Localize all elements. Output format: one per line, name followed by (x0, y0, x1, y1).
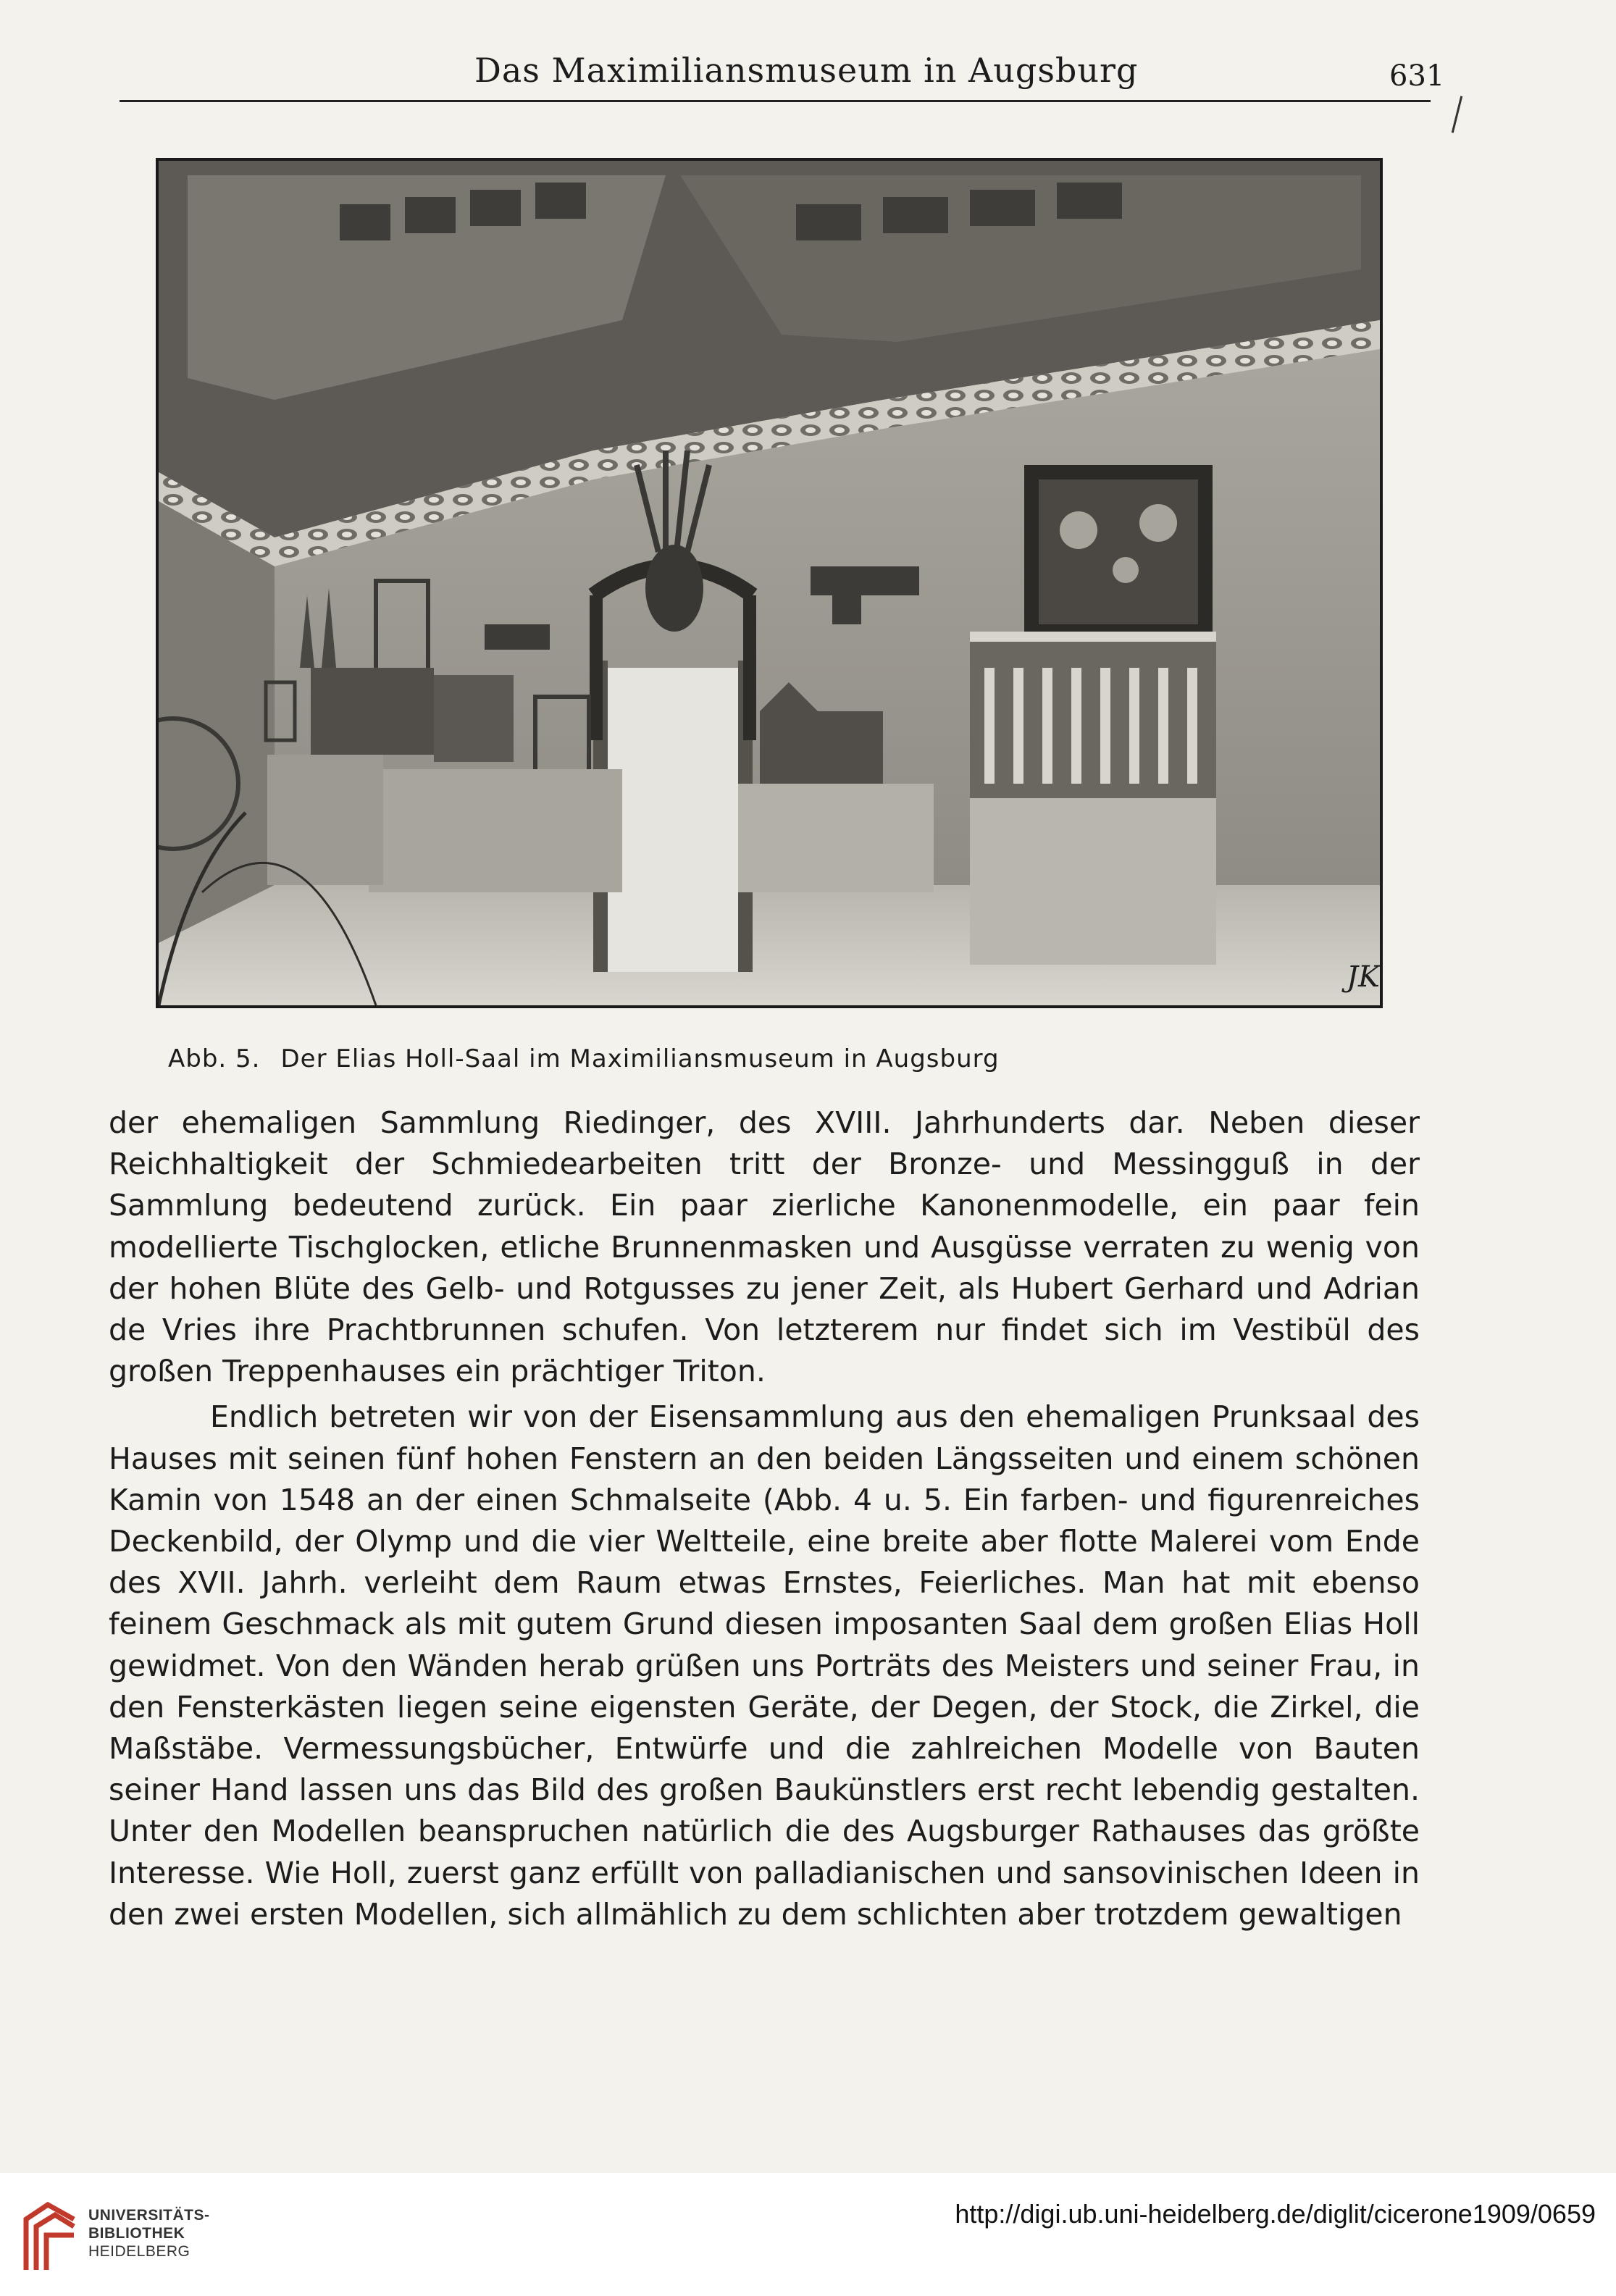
library-logo-icon (19, 2197, 81, 2277)
hall-photo-illustration (159, 161, 1380, 1005)
figure-photograph (156, 158, 1383, 1008)
margin-mark (1452, 96, 1462, 133)
figure-caption (168, 1044, 1000, 1073)
running-title: Das Maximiliansmuseum in Augsburg (474, 51, 1139, 90)
header-rule (120, 100, 1431, 102)
paragraph-2: Endlich betreten wir von der Eisensammlung aus den ehemaligen Prunksaal des Hauses mit seinen fünf hohen Fenstern an den beiden Längsseiten und einem schönen Kamin von 1548 an der einen Schmalseite (Abb. 4 u. 5. Ein farben- und figurenreiches Deckenbild, der Olymp und die vier Weltteile, eine breite aber flotte Malerei vom Ende des XVII. Jahrh. verleiht dem Raum etwas Ernstes, Feierliches. Man hat mit ebenso feinem Geschmack als mit gutem Grund diesen imposanten Saal dem großen Elias Holl gewidmet. Von den Wänden herab grüßen uns Porträts des Meisters und seiner Frau, in den Fensterkästen liegen seine eigensten Geräte, der Degen, der Stock, die Zirkel, die Maßstäbe. Vermessungsbücher, Entwürfe und die zahlreichen Modelle von Bauten seiner Hand lassen uns das Bild des großen Baukünstlers erst recht lebendig gestalten. Unter den Modellen beanspruchen natürlich die des Augsburger Rathauses das größte Interesse. Wie Holl, zuerst ganz erfüllt von palladianischen und sansovinischen Ideen in den zwei ersten Modellen, sich allmählich zu dem schlichten aber trotzdem gewaltigen (109, 1399, 1420, 1932)
library-name-line2: BIBLIOTHEK (88, 2225, 185, 2242)
page-number: 631 (1389, 59, 1445, 93)
photo-monogram: JK (1347, 960, 1380, 994)
figure-label: Abb. 5. (168, 1044, 261, 1073)
library-footer (0, 2173, 1616, 2296)
figure-caption-text: Der Elias Holl-Saal im Maximiliansmuseum in Augsburg (280, 1044, 1000, 1073)
paragraph-1: der ehemaligen Sammlung Riedinger, des XVIII. Jahrhunderts dar. Neben dieser Reichhaltigkeit der Schmiedearbeiten tritt der Bronze- und Messingguß in der Sammlung bedeutend zurück. Ein paar zierliche Kanonenmodelle, ein paar fein modellierte Tischglocken, etliche Brunnenmasken und Ausgüsse verraten zu wenig von der hohen Blüte des Gelb- und Rotgusses zu jener Zeit, als Hubert Gerhard und Adrian de Vries ihre Prachtbrunnen schufen. Von letzterem nur findet sich im Vestibül des großen Treppenhauses ein prächtiger Triton. (109, 1105, 1420, 1389)
body-text (109, 1102, 1420, 1935)
source-url-link[interactable]: http://digi.ub.uni-heidelberg.de/diglit/cicerone1909/0659 (955, 2199, 1596, 2229)
library-name (88, 2206, 210, 2261)
library-name-line3: HEIDELBERG (88, 2243, 191, 2260)
library-name-line1: UNIVERSITÄTS- (88, 2207, 210, 2224)
